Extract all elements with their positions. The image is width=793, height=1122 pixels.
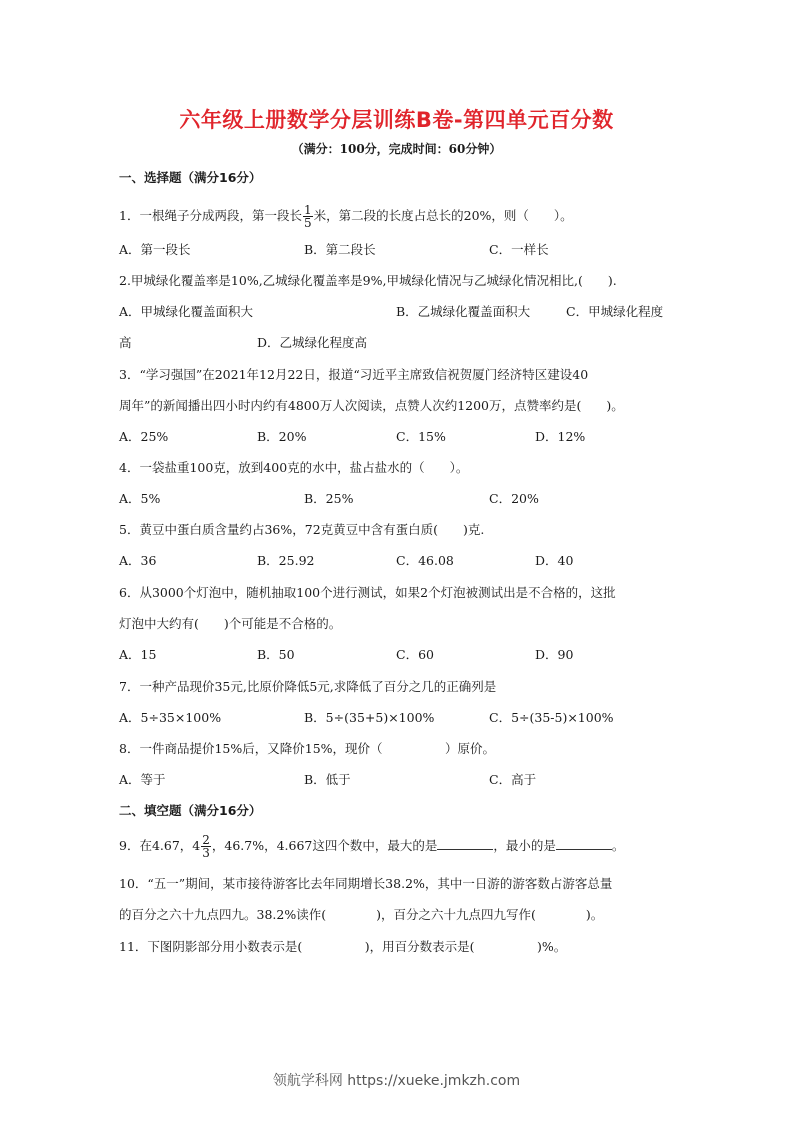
question-1-pre: 1．一根绳子分成两段，第一段长 — [119, 208, 302, 223]
q2-option-a: A．甲城绿化覆盖面积大 — [119, 304, 254, 319]
q6-option-d: D．90 — [535, 647, 574, 662]
q5-option-d: D．40 — [535, 553, 574, 568]
q3-option-b: B．20% — [257, 429, 307, 444]
question-6-line-2: 灯泡中大约有( )个可能是不合格的。 — [119, 616, 342, 631]
q1-option-a: A．第一段长 — [119, 242, 191, 257]
q4-option-b: B．25% — [304, 491, 354, 506]
q4-option-c: C．20% — [489, 491, 539, 506]
q2-option-c: C．甲城绿化程度 — [566, 304, 664, 319]
answer-blank-smallest[interactable] — [556, 848, 612, 850]
q7-option-b: B．5÷(35+5)×100% — [304, 710, 435, 725]
q4-option-a: A．5% — [119, 491, 161, 506]
q2-option-d: D．乙城绿化程度高 — [257, 335, 368, 350]
section-heading-fill-blank: 二、填空题（满分16分） — [119, 803, 262, 818]
question-3-line-2: 周年”的新闻播出四小时内约有4800万人次阅读，点赞人次约1200万，点赞率约是( )。 — [119, 398, 624, 413]
question-11: 11．下图阴影部分用小数表示是( )，用百分数表示是( )%。 — [119, 939, 567, 954]
question-8: 8．一件商品提价15%后，又降价15%，现价（ ）原价。 — [119, 741, 496, 756]
q7-option-a: A．5÷35×100% — [119, 710, 222, 725]
question-3-line-1: 3．“学习强国”在2021年12月22日，报道“习近平主席致信祝贺厦门经济特区建设40 — [119, 367, 589, 382]
question-1 — [119, 204, 573, 229]
question-5: 5．黄豆中蛋白质含量约占36%，72克黄豆中含有蛋白质( )克. — [119, 522, 485, 537]
q5-option-b: B．25.92 — [257, 553, 315, 568]
document-title: 六年级上册数学分层训练B卷-第四单元百分数 — [179, 108, 614, 132]
fraction-1-5: $\frac{1}{5}$ — [303, 203, 312, 230]
q8-option-c: C．高于 — [489, 772, 537, 787]
q7-option-c: C．5÷(35-5)×100% — [489, 710, 614, 725]
q2-option-b: B．乙城绿化覆盖面积大 — [396, 304, 531, 319]
q1-option-b: B．第二段长 — [304, 242, 376, 257]
question-9 — [119, 834, 624, 859]
q8-option-b: B．低于 — [304, 772, 351, 787]
question-9-post: 。 — [611, 838, 625, 853]
question-9-mid: ，46.7%，4.667这四个数中，最大的是 — [211, 838, 438, 853]
q3-option-c: C．15% — [396, 429, 446, 444]
fraction-2-3: $\frac{2}{3}$ — [202, 833, 210, 860]
question-9-pre: 9．在4.67，4 — [119, 838, 201, 853]
q5-option-a: A．36 — [119, 553, 157, 568]
section-heading-choice: 一、选择题（满分16分） — [119, 170, 262, 185]
question-10-line-2: 的百分之六十九点四九。38.2%读作( )，百分之六十九点四九写作( )。 — [119, 907, 604, 922]
q3-option-d: D．12% — [535, 429, 586, 444]
question-7: 7．一种产品现价35元,比原价降低5元,求降低了百分之几的正确列是 — [119, 679, 497, 694]
q6-option-b: B．50 — [257, 647, 295, 662]
q3-option-a: A．25% — [119, 429, 169, 444]
q5-option-c: C．46.08 — [396, 553, 454, 568]
question-9-mid2: ，最小的是 — [493, 838, 556, 853]
q8-option-a: A．等于 — [119, 772, 166, 787]
document-subtitle: （满分：100分，完成时间：60分钟） — [291, 142, 502, 156]
footer-watermark: 领航学科网 https://xueke.jmkzh.com — [272, 1073, 521, 1089]
q6-option-c: C．60 — [396, 647, 434, 662]
question-4: 4．一袋盐重100克，放到400克的水中，盐占盐水的（ ）。 — [119, 460, 469, 475]
q6-option-a: A．15 — [119, 647, 157, 662]
question-1-post: 米，第二段的长度占总长的20%，则（ ）。 — [313, 208, 573, 223]
answer-blank-largest[interactable] — [437, 848, 493, 850]
question-2: 2.甲城绿化覆盖率是10%,乙城绿化覆盖率是9%,甲城绿化情况与乙城绿化情况相比,( ). — [119, 273, 617, 288]
q1-option-c: C．一样长 — [489, 242, 549, 257]
question-10-line-1: 10．“五一”期间，某市接待游客比去年同期增长38.2%，其中一日游的游客数占游客总量 — [119, 876, 613, 891]
q2-option-c-continued: 高 — [119, 335, 132, 350]
question-6-line-1: 6．从3000个灯泡中，随机抽取100个进行测试，如果2个灯泡被测试出是不合格的，这批 — [119, 585, 616, 600]
